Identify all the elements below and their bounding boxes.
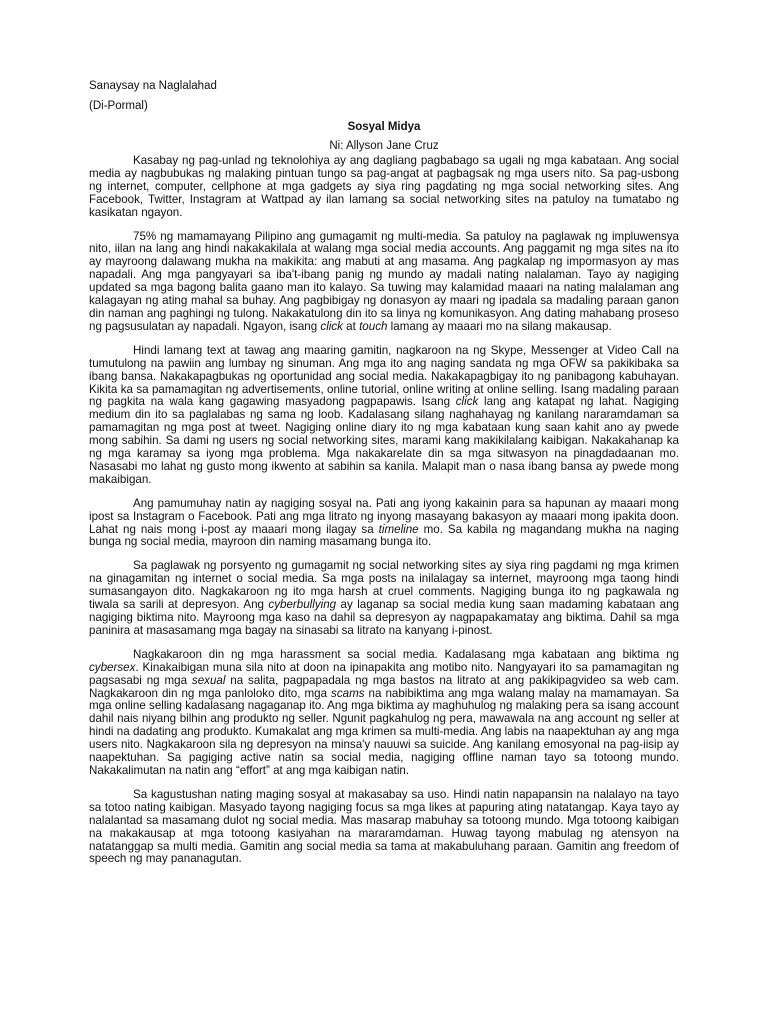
text-run: Nagkakaroon din ng mga harassment sa social media. Kadalasang mga kabataan ang biktima ng <box>133 647 679 661</box>
essay-title: Sosyal Midya <box>347 121 421 133</box>
essay-paragraph <box>89 560 679 637</box>
essay-paragraph <box>89 231 679 334</box>
italic-text-run: cyberbullying <box>268 598 337 612</box>
italic-text-run: click <box>320 319 343 333</box>
italic-text-run: sexual <box>191 673 226 687</box>
essay-paragraph <box>89 498 679 550</box>
text-run: Hindi lamang text at tawag ang maaring gamitin, nagkaroon na ng Skype, Messenger at Video Call na tumutulong na pawiin ang lumbay ng sinuman. Ang mga ito ang naging sandata ng mga OFW sa pakikibaka sa ibang bansa. Nakakapagbukas ng oportunidad ang social media. Nakakapagbigay ito ng panibagong kabuhayan. Kikita ka sa pamamagitan ng advertisements, online tutorial, online writing at online selling. Isang madaling paraan ng pagkita na wala kang gagawing masyadong pagpapawis. Isang <box>89 343 679 409</box>
essay-paragraph <box>89 345 679 487</box>
text-run: at <box>342 319 360 333</box>
text-run: na salita, pagpapadala ng mga bastos na litrato at ang pakikipagvideo sa web cam. Nagkakaroon din ng mga panloloko dito, mga <box>89 673 679 700</box>
essay-paragraph <box>89 155 679 220</box>
italic-text-run: timeline <box>378 522 419 536</box>
text-run: ay laganap sa social media kung saan madaming kabataan ang nagiging biktima nito. Mayroong mga kaso na dahil sa depresyon ay nagpapakamatay ang biktima. Dahil sa mga paninira at masasamang mga bagay na sinasabi sa litrato na kanyang i-pinost. <box>89 598 679 637</box>
essay-paragraph <box>89 789 679 866</box>
text-run: Sa kagustushan nating maging sosyal at makasabay sa uso. Hindi natin napapansin na nalalayo na tayo sa totoo nating kaibigan. Masyado tayong nagiging focus sa mga likes at papuring ating natatangap. Kaya tayo ay nalalantad sa masamang dulot ng social media. Mas masarap mabuhay sa totoong mundo. Mga totoong kaibigan na makakausap at mga totoong kasiyahan na mararamdaman. Huwag tayong mabulag ng atensyon na natatanggap sa multi media. Gamitin ang social media sa tama at makabuluhang paraan. Gamitin ang freedom of speech ng may pananagutan. <box>89 787 679 866</box>
text-run: mo. Sa kabila ng magandang mukha na naging bunga ng social media, mayroon din naming masamang bunga ito. <box>89 522 679 549</box>
text-run: Ang pamumuhay natin ay nagiging sosyal na. Pati ang iyong kakainin para sa hapunan ay maaari mong ipost sa Instagram o Facebook. Pati ang mga litrato ng inyong masayang bakasyon ay maaari mong ipakita doon. Lahat ng nais mong i-post ay maaari mong ilagay sa <box>89 496 679 536</box>
text-run: . Kinakaibigan muna sila nito at doon na ipinapakita ang motibo nito. Nangyayari ito sa pamamagitan ng pagsasabi ng mga <box>89 660 679 687</box>
text-run: lang ang katapat ng lahat. Nagiging medium din ito sa paglalabas ng sama ng loob. Kadalasang silang naghahayag ng kanilang nararamdaman sa pamamagitan ng mga post at tweet. Nagiging online diary ito ng mga kabataan kung saan kahit ano ay pwede mong sabihin. Sa dami ng users ng social networking sites, marami kang makikilalang kaibigan. Nakakahanap ka ng mga karamay sa iyong mga problema. Mga nakakarelate din sa mga sitwasyon na pinagdadaanan mo. Nasasabi mo lahat ng gusto mong ikwento at sabihin sa kanila. Malapit man o nasa ibang bansa ay pwede mong makaibigan. <box>89 395 679 486</box>
document-subtype-label: (Di-Pormal) <box>89 100 148 112</box>
italic-text-run: click <box>455 395 479 409</box>
document-type-label: Sanaysay na Naglalahad <box>89 80 217 92</box>
text-run: 75% ng mamamayang Pilipino ang gumagamit ng multi-media. Sa patuloy na paglawak ng impluwensya nito, iilan na lang ang hindi nakakakilala at walang mga social media accounts. Ang paggamit ng mga sites na ito ay mayroong dalawang mukha na makikita: ang mabuti at ang masama. Ang pagkalap ng impormasyon ay mas napadali. Ang mga pangyayari sa iba't-ibang panig ng mundo ay madali nating nalalaman. Tayo ay nagiging updated sa mga bagong balita gaano man ito kalayo. Sa tuwing may kalamidad maaari na nating malalaman ang kalagayan ng ating mahal sa buhay. Ang pagbibigay ng donasyon ay maari ng ipadala sa madaling paraan ganon din naman ang paghingi ng tulong. Nakakatulong din ito sa linya ng komunikasyon. Ang dating mahabang proseso ng pagsusulatan ay napadali. Ngayon, isang <box>89 229 679 333</box>
text-run: Kasabay ng pag-unlad ng teknolohiya ay ang dagliang pagbabago sa ugali ng mga kabataan. Ang social media ay nagbubukas ng malaking pintuan tungo sa pag-angat at pagbagsak ng mga users nito. Sa pag-usbong ng internet, computer, cellphone at mga gadgets ay siya ring pagdating ng mga social networking sites. Ang Facebook, Twitter, Instagram at Wattpad ay ilan lamang sa social networking sites na patuloy na tumatabo ng kasikatan ngayon. <box>89 154 679 219</box>
text-run: Sa paglawak ng porsyento ng gumagamit ng social networking sites ay siya ring pagdami ng mga krimen na ginagamitan ng internet o social media. Sa mga posts na inilalagay sa internet, mayroong mga taong hindi sumasangayon dito. Nagkakaroon ng ito mga harsh at cruel comments. Nagiging bunga ito ng pagkawala ng tiwala sa sarili at depresyon. Ang <box>89 559 679 612</box>
text-run: lamang ay maaari mo na silang makausap. <box>387 319 612 333</box>
text-run: na nabibiktima ang mga walang malay na mamamayan. Sa mga online selling kadalasang nagaganap ito. Ang mga biktima ay maghuhulog ng malaking pera sa isang account dahil nais niyang bilhin ang produkto ng seller. Ngunit pagkahulog ng pera, mawawala na ang account ng seller at hindi na dadating ang produkto. Kumakalat ang mga krimen sa multi-media. Ang labis na naapektuhan ay ang mga users nito. Nagkakaroon sila ng depresyon na minsa'y nauuwi sa suicide. Ang kanilang emosyonal na pag-iisip ay naapektuhan. Sa pagiging active natin sa social media, nagiging offline naman tayo sa totoong mundo. Nakakalimutan na natin ang “effort” at ang mga kaibigan natin. <box>89 686 679 777</box>
essay-author: Ni: Allyson Jane Cruz <box>329 140 439 152</box>
italic-text-run: scams <box>331 686 365 700</box>
italic-text-run: cybersex <box>89 660 136 674</box>
essay-paragraph <box>89 649 679 778</box>
essay-body <box>89 155 679 877</box>
italic-text-run: touch <box>359 319 388 333</box>
